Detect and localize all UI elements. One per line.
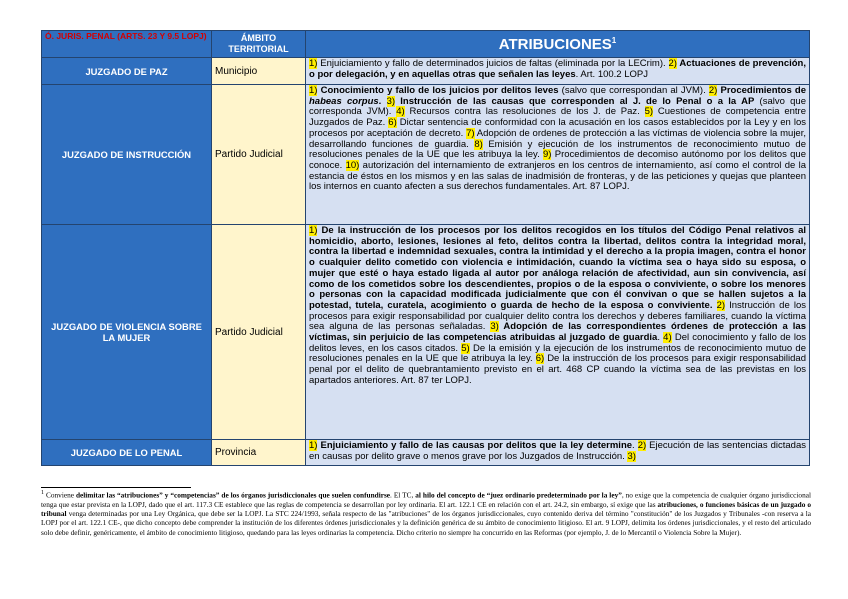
text-run: Enjuiciamiento y fallo de determinados juicios de faltas (eliminada por la LECrim). (317, 58, 669, 69)
header-ambito: ÁMBITO TERRITORIAL (212, 31, 306, 58)
item-number: 3) (490, 321, 499, 333)
text-run: Emisión y ejecución de los instrumentos de reconocimiento mutuo de resoluciones penales de la UE que les atribuya la ley. (309, 138, 806, 161)
item-number: 1) (309, 440, 318, 451)
bold-text: al hilo del concepto de “juez ordinario predeterminado por la ley” (415, 490, 622, 500)
organ-name: JUZGADO DE VIOLENCIA SOBRE LA MUJER (42, 225, 212, 440)
text-run: venga determinadas por una Ley Orgánica, que debe ser la LOPJ. La STC 224/1993, señala respecto de las "atribuciones" de los órganos jurisdiccionales, cuyo contenido deriva del término "constitución" de los Juzgados y Tribunales -con reserva a la LOPJ por el art. 122.1 CE-, que dicho concepto debe comprender la institución de los diferentes órdenes jurisdiccionales y la definición genérica de su ámbito de conocimiento litigioso. El art. 9 LOPJ, delimita los órdenes jurisdiccionales, y el resto del articulado solo debe definir, genéricamente, el ámbito de conocimiento litigioso, quedando para las leyes ordinarias la competencia. Dicho criterio no siempre ha concurrido en las Reformas (por ejemplo, J. de lo Mercantil o Violencia Sobre la Mujer). (41, 509, 811, 537)
item-number: 5) (644, 106, 654, 118)
bold-italic-text: habeas corpus (309, 95, 379, 107)
text-run: Ejecución de las sentencias dictadas en causas por delito grave o menos grave por los Juzgados de Instrucción. (309, 440, 807, 462)
organ-name: JUZGADO DE PAZ (42, 58, 212, 85)
atribuciones-text (306, 440, 810, 466)
ambito-value: Partido Judicial (212, 225, 306, 440)
text-run (712, 300, 716, 311)
table-row (42, 58, 810, 85)
organ-name: JUZGADO DE INSTRUCCIÓN (42, 85, 212, 225)
bold-text: De la instrucción de los procesos por los delitos recogidos en los títulos del Código Penal relativos al homicidio, aborto, lesiones, lesiones al feto, delitos contra la libertad, delitos contra la integridad moral, contra la libertad e indemnidad sexuales, contra la intimidad y el derecho a la propia imagen, contra el honor o cualquier delito cometido con violencia e intimidación, cuando la víctima sea o haya sido su esposa, o mujer que esté o haya estado ligada al autor por análoga relación de afectividad, aun sin convivencia, así como de los cometidos sobre los descendientes, propios o de la esposa o conviviente, o sobre los menores o personas con la capacidad modificada judicialmente que con él convivan o que se hallen sujetos a la potestad, tutela, curatela, acogimiento o guarda de hecho de la esposa o conviviente. (309, 225, 806, 311)
item-number: 1) (309, 85, 318, 96)
bold-text: Conocimiento y fallo de los juicios por delitos leves (317, 85, 559, 96)
ambito-value: Partido Judicial (212, 85, 306, 225)
item-number: 2) (668, 58, 677, 69)
footnote-marker: 1 (41, 490, 45, 496)
header-atribuciones-label: ATRIBUCIONES (498, 35, 612, 53)
bold-text: atribuciones, o funciones básicas de un juzgado o tribunal (41, 499, 811, 519)
text-run: Del conocimiento y fallo de los delitos leves, en los casos citados. (309, 332, 806, 354)
text-run: Recursos contra las resoluciones de los J. de Paz. (404, 106, 645, 118)
footnote-text (41, 490, 811, 536)
bold-text: Adopción de las correspondientes órdenes de protección a las víctimas, sin perjuicio de las competencias atribuidas al juzgado de guardia (309, 321, 806, 344)
ambito-value: Municipio (212, 58, 306, 85)
text-run: (salvo que corresponda JVM). (309, 95, 806, 118)
text-run: Instrucción de los procesos para exigir responsabilidad por cualquier delito contra los derechos y deberes familiares, cuando la víctima sea alguna de las personas señaladas. (309, 299, 806, 333)
text-run (378, 95, 386, 107)
text-run: . El TC, (390, 490, 416, 500)
item-number: 4) (396, 106, 405, 118)
table-row (42, 440, 810, 466)
item-number: 3) (386, 95, 396, 107)
organ-name: JUZGADO DE LO PENAL (42, 440, 212, 466)
atribuciones-text (306, 85, 810, 225)
item-number: 1) (309, 58, 318, 69)
item-number: 5) (461, 342, 470, 354)
bold-text: Procedimientos de (717, 85, 806, 96)
text-run: De la instrucción de los procesos para exigir responsabilidad penal por el delito de quebrantamiento previsto en el art. 468 CP cuando la víctima sea de las previstas en los apartados anteriores. Art. 87 ter LOPJ. (309, 353, 806, 386)
text-run: . (657, 332, 664, 344)
footnote (41, 489, 811, 537)
item-number: 7) (466, 127, 475, 139)
item-number: 2) (716, 299, 726, 311)
bold-text: Instrucción de las causas que corresponden al J. de lo Penal o a la AP (395, 95, 755, 107)
bold-text: Enjuiciamiento y fallo de las causas por delitos que la ley determine (317, 440, 633, 451)
text-run: , no exige que la competencia de cualquier órgano jurisdiccional tenga que estar prevista en la LOPJ, dado que el art. 117.3 CE establece que las reglas de competencia se desarrollan por ley ordinaria. El art. 122.1 CE en relación con el art. 24.2, sin embargo, sí exige que las (41, 490, 811, 509)
atribuciones-text (306, 58, 810, 85)
item-number: 6) (535, 353, 545, 365)
bold-text: delimitar las “atribuciones” y “competencias” de los órganos jurisdiccionales que suelen confundirse (75, 490, 391, 500)
item-number: 6) (388, 117, 397, 129)
header-jurisdiction: Ó. JURIS. PENAL (ARTS. 23 Y 9.5 LOPJ) (42, 31, 212, 58)
table-row (42, 85, 810, 225)
text-run: . Art. 100.2 LOPJ (575, 68, 648, 80)
item-number: 3) (627, 450, 636, 462)
text-run: Procedimientos de decomiso autónomo por los delitos que conoce. (309, 149, 806, 171)
item-number: 2) (708, 85, 718, 96)
bold-text: . (378, 95, 382, 107)
item-number: 8) (474, 138, 483, 150)
item-number: 4) (663, 332, 672, 344)
header-row (42, 31, 810, 58)
header-atribuciones (306, 31, 810, 58)
text-run: . (632, 440, 638, 451)
item-number: 2) (637, 440, 647, 451)
item-number: 10) (345, 159, 360, 171)
text-run: Cuestiones de competencia entre Juzgados de Paz. (309, 106, 806, 129)
footnote-separator (41, 487, 191, 488)
atribuciones-text (306, 225, 810, 440)
item-number: 9) (543, 149, 552, 161)
text-run: (salvo que correspondan al JVM). (558, 85, 709, 96)
text-run: De la emisión y la ejecución de los instrumentos de reconocimiento mutuo de resoluciones penales en la UE que le atribuya la ley. (309, 342, 806, 365)
text-run: autorización del internamiento de extranjeros en los centros de internamiento, así como el control de la estancia de éstos en los mismos y en las salas de inadmisión de fronteras, y de las peticiones y quejas que planteen los internos en cuanto afecten a sus derechos fundamentales. Art. 87 LOPJ. (309, 159, 806, 193)
bold-text: Actuaciones de prevención, o por delegación, y en aquellas otras que señalen las leyes (309, 58, 807, 80)
table-row (42, 225, 810, 440)
item-number: 1) (309, 225, 318, 236)
text-run: Conviene (44, 490, 76, 500)
text-run: Dictar sentencia de conformidad con la acusación en los casos establecidos por la Ley y en los procesos por aceptación de decreto. (309, 117, 806, 139)
jurisdiction-table (41, 30, 810, 466)
footnote-ref: 1 (611, 35, 617, 45)
ambito-value: Provincia (212, 440, 306, 466)
text-run: Adopción de ordenes de protección a las víctimas de violencia sobre la mujer, desarrollando funciones de guardia. (309, 127, 806, 150)
